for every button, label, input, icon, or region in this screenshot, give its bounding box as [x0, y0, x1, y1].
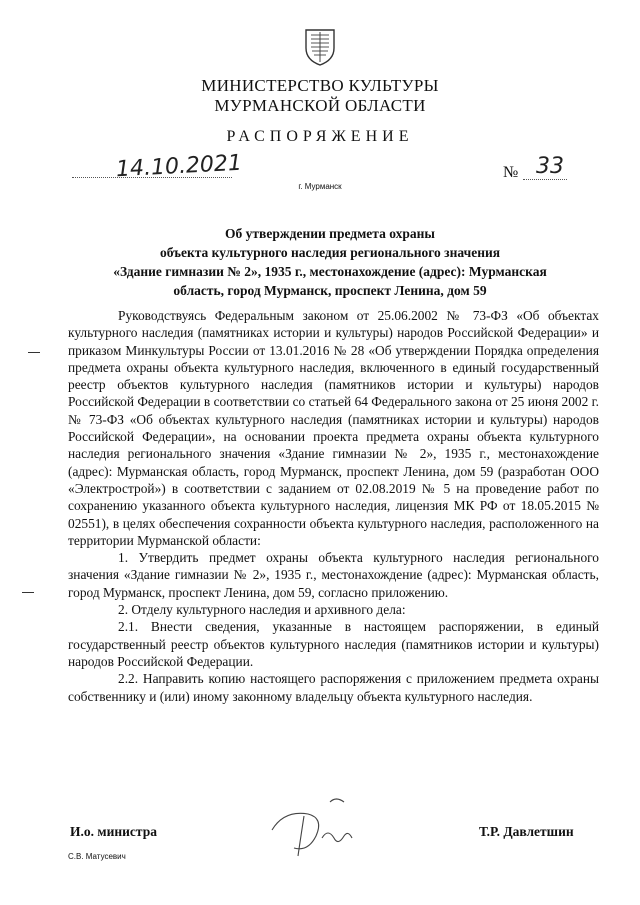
coat-of-arms-icon — [303, 26, 337, 66]
item-2-paragraph: 2. Отделу культурного наследия и архивного дела: — [118, 602, 406, 618]
margin-mark — [28, 352, 40, 353]
document-number: 33 — [536, 154, 564, 179]
title-line4: область, город Мурманск, проспект Ленина, дом 59 — [173, 283, 487, 298]
title-line3: «Здание гимназии № 2», 1935 г., местонахождение (адрес): Мурманская — [113, 264, 547, 279]
title-line2: объекта культурного наследия регионального значения — [159, 245, 501, 260]
preamble-paragraph: Руководствуясь Федеральным законом от 25.06.2002 № 73-ФЗ «Об объектах культурного наследия (памятниках истории и культуры) народов Российской Федерации» и приказом Минкультуры России от 13.01.2016 № 28 «Об утверждении Порядка определения предмета охраны объекта культурного наследия, включенного в единый государственный реестр объектов культурного наследия (памятников истории и культуры) народов Российской Федерации в соответствии со статьей 64 Федерального закона от 25 июня 2002 г. № 73-ФЗ «Об объектах культурного наследия (памятниках истории и культуры) народов Российской Федерации», на основании проекта предмета охраны объекта культурного наследия регионального значения «Здание гимназии № 2», 1935 г., местонахождение (адрес): Мурманская область, город Мурманск, проспект Ленина, дом 59 (разработан ООО «Электрострой») в соответствии с заданием от 02.08.2019 № 5 на проведение работ по сохранению указанного объекта культурного наследия, лицензия МК РФ от 18.05.2015 № 02551), в целях обеспечения сохранности объекта культурного наследия, расположенного на территории Мурманской области: — [68, 308, 599, 548]
date-underline — [72, 176, 232, 178]
item-2-1-paragraph: 2.1. Внести сведения, указанные в настоящем распоряжении, в единый государственный реестр объектов культурного наследия (памятников истории и культуры) народов Российской Федерации. — [68, 619, 599, 669]
item-2-2-paragraph: 2.2. Направить копию настоящего распоряжения с приложением предмета охраны собственнику и (или) иному законному владельцу объекта культурного наследия. — [68, 671, 599, 704]
number-label: № — [503, 164, 519, 181]
executor-name: С.В. Матусевич — [68, 852, 126, 861]
item-1-paragraph: 1. Утвердить предмет охраны объекта культурного наследия регионального значения «Здание гимназии № 2», 1935 г., местонахождение (адрес): Мурманская область, город Мурманск, проспект Ленина, дом 59, согласно приложению. — [68, 550, 599, 600]
document-body — [68, 307, 599, 705]
signatory-name: Т.Р. Давлетшин — [479, 824, 574, 839]
number-underline — [523, 178, 567, 180]
title-line1: Об утверждении предмета охраны — [225, 226, 435, 241]
ministry-name-line1: МИНИСТЕРСТВО КУЛЬТУРЫ — [201, 76, 439, 95]
document-type: РАСПОРЯЖЕНИЕ — [226, 128, 414, 145]
handwritten-signature — [264, 792, 384, 862]
margin-mark — [22, 592, 34, 593]
signatory-position: И.о. министра — [70, 824, 157, 839]
document-date: 14.10.2021 — [115, 150, 243, 183]
city: г. Мурманск — [298, 182, 342, 191]
ministry-name-line2: МУРМАНСКОЙ ОБЛАСТИ — [214, 96, 426, 115]
